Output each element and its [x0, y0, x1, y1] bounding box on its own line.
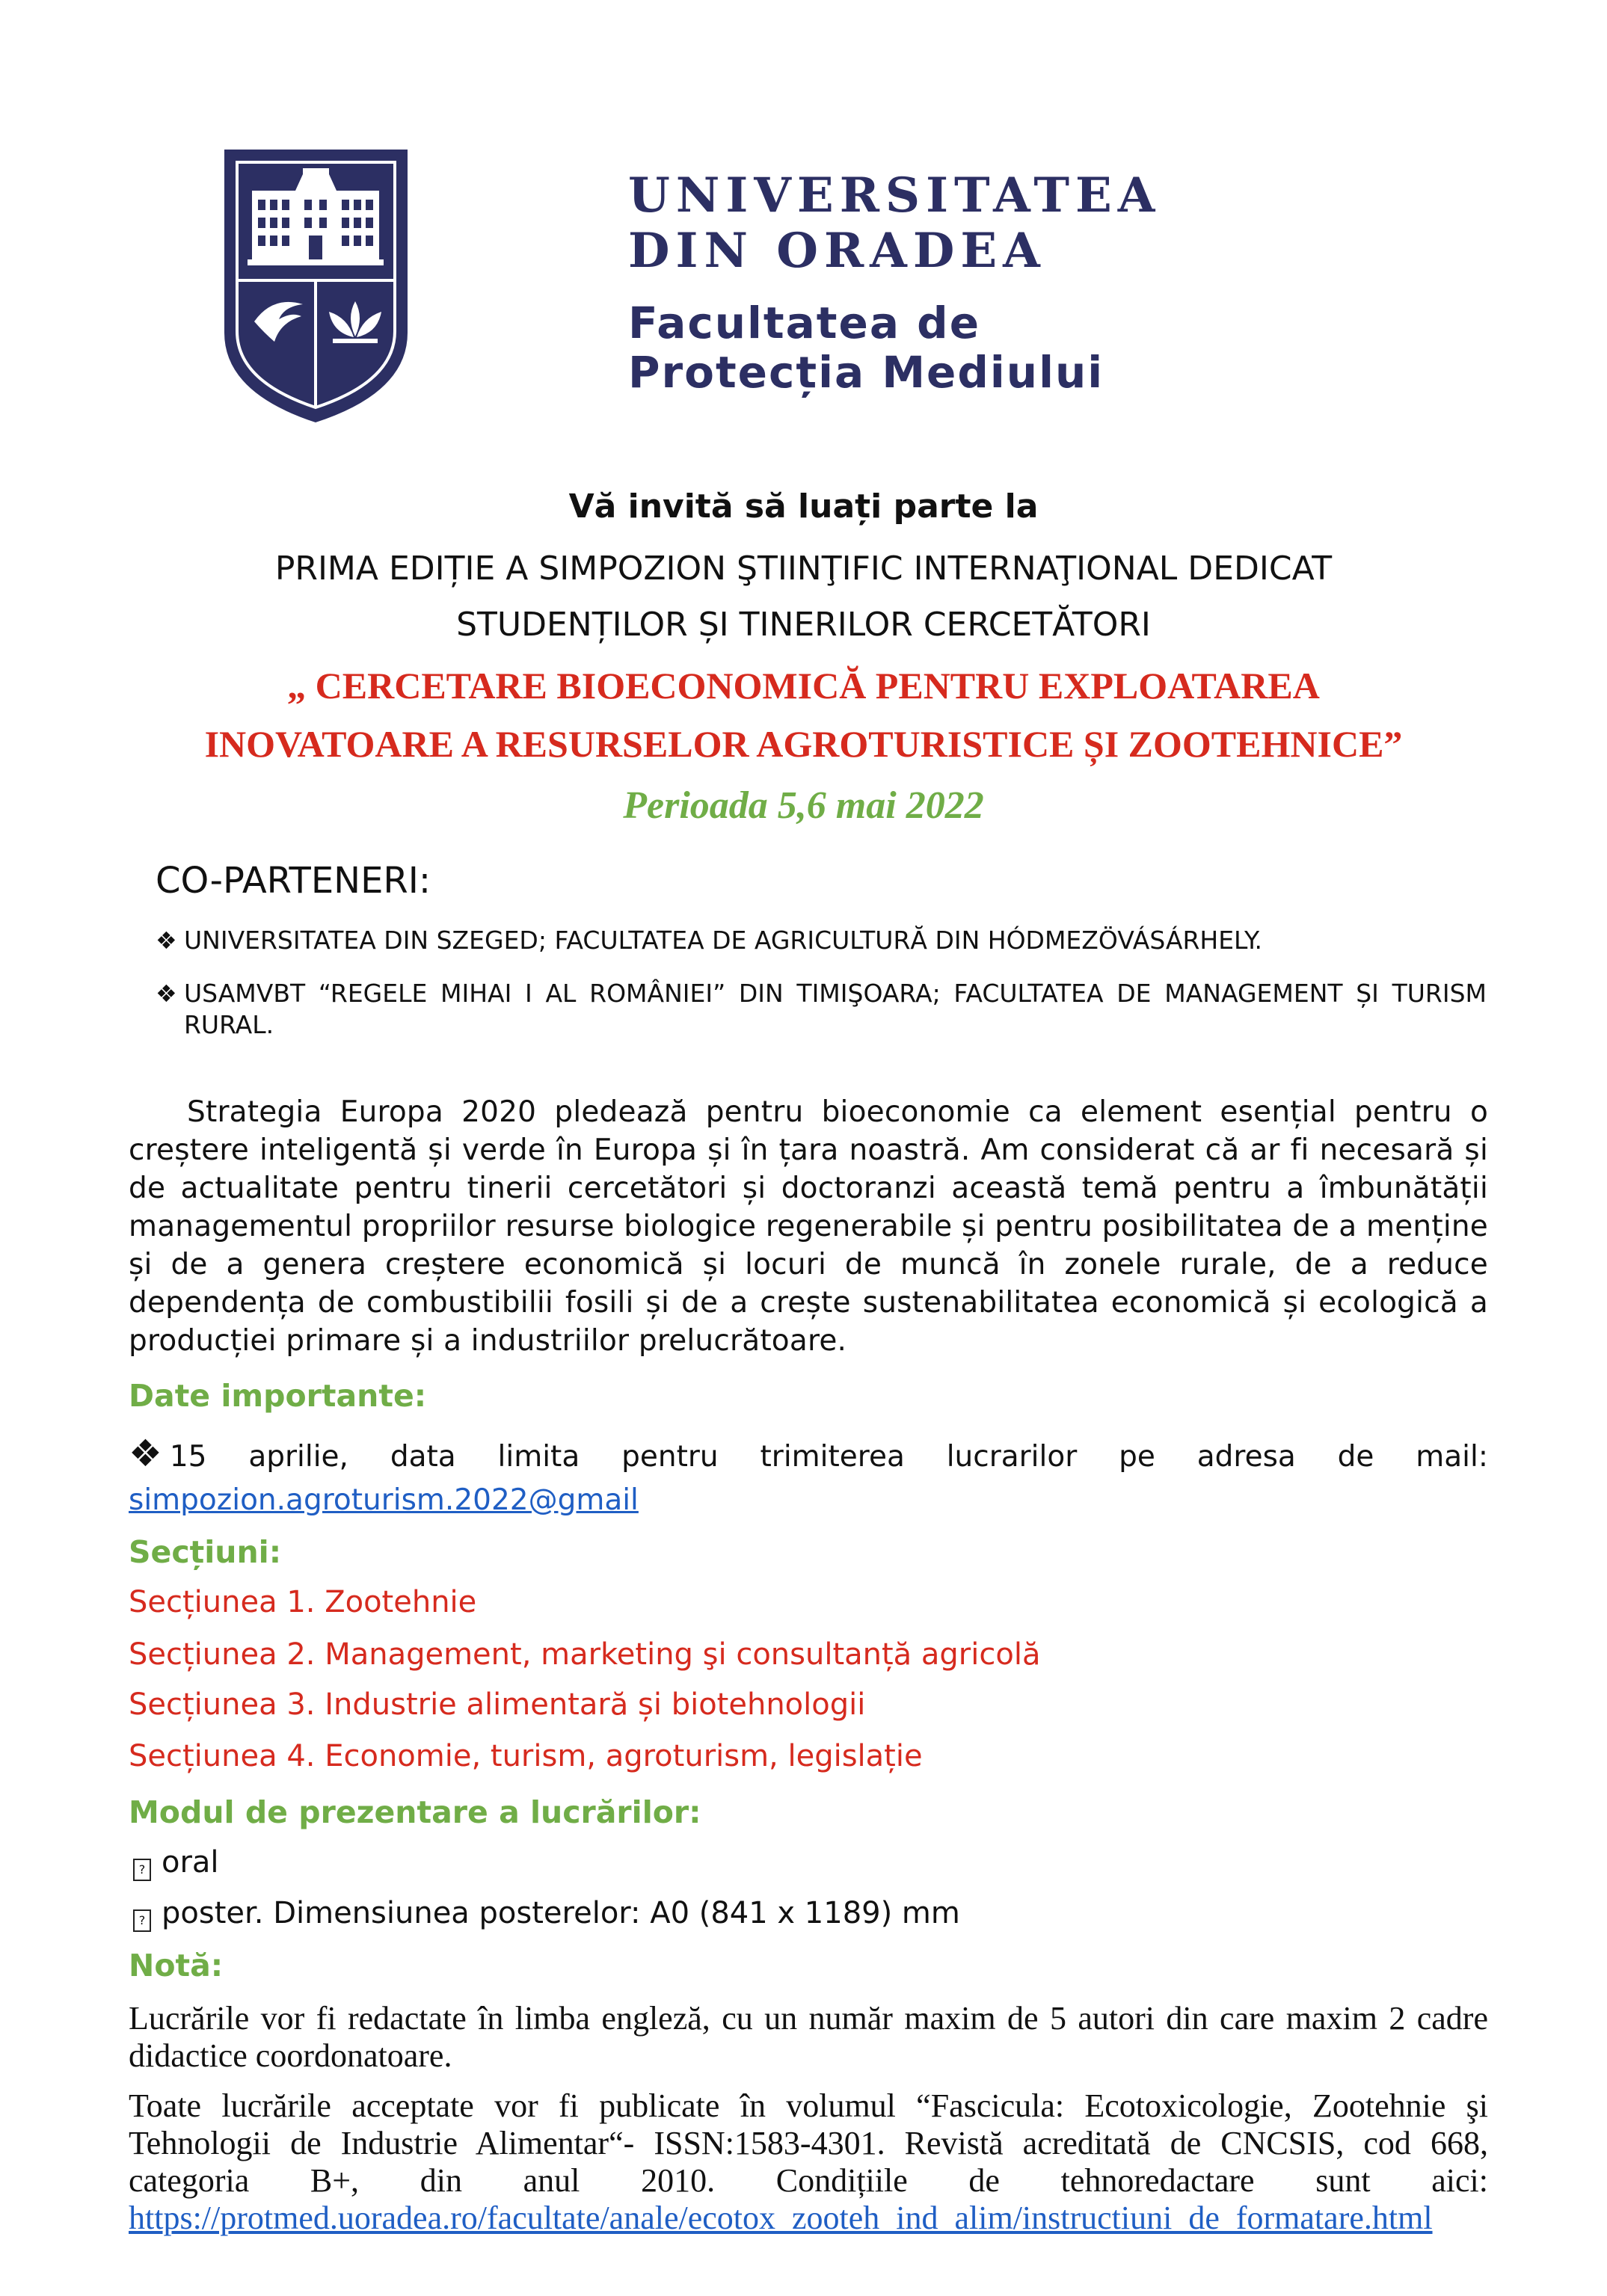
deadline-word: aprilie,: [248, 1440, 348, 1474]
intro-paragraph: [129, 1093, 1488, 1360]
intro-text: Strategia Europa 2020 pledează pentru bioeconomie ca element esențial pentru o creștere inteligentă și verde în Europa și în țara noastră. Am considerat că ar fi necesară și de actualitate pentru tinerii cercetători și doctoranzi această temă pentru a îmbunătății managementul propriilor resurse biologice regenerabile și pentru posibilitatea de a menține și de a genera creștere economică și locuri de muncă în zonele rurale, de a reduce dependența de combustibilii fosili și de a crește sustenabilitatea economică și ecologică a producției primare și a industriilor prelucrătoare.: [129, 1095, 1488, 1358]
presentation-mode-heading: Modul de prezentare a lucrărilor:: [129, 1794, 701, 1830]
deadline-first: [129, 1432, 206, 1479]
submission-email-link[interactable]: simpozion.agroturism.2022@gmail: [129, 1483, 639, 1517]
presentation-option: [133, 1896, 960, 1932]
invitation-line: Vă invită să luați parte la: [568, 487, 1039, 526]
deadline-item: [129, 1432, 1488, 1522]
diamond-bullet-icon: ❖: [129, 1432, 162, 1475]
copartner-text: USAMVBT “REGELE MIHAI I AL ROMÂNIEI” DIN TIMIŞOARA; FACULTATEA DE MANAGEMENT ȘI TURISM RURAL.: [184, 979, 1487, 1039]
formatting-instructions-link[interactable]: https://protmed.uoradea.ro/facultate/anale/ecotox_zooteh_ind_alim/instructiuni_de_formatare.html: [129, 2200, 1433, 2236]
deadline-word: data: [390, 1440, 456, 1474]
presentation-option-label: poster. Dimensiunea posterelor: A0 (841 x 1189) mm: [162, 1896, 960, 1930]
note-heading: Notă:: [129, 1948, 224, 1983]
copartner-item: [156, 925, 1494, 956]
deadline-word: pentru: [621, 1440, 719, 1474]
unknown-glyph-icon: ?: [133, 1909, 151, 1932]
copartner-text: UNIVERSITATEA DIN SZEGED; FACULTATEA DE AGRICULTURĂ DIN HÓDMEZÖVÁSÁRHELY.: [184, 926, 1263, 955]
presentation-option: [133, 1845, 219, 1881]
deadline-line: [129, 1432, 1488, 1479]
logo-university-line2: DIN ORADEA: [628, 223, 1046, 279]
copartners-heading: CO-PARTENERI:: [156, 860, 431, 902]
theme-title-line2: INOVATOARE A RESURSELOR AGROTURISTICE ȘI ZOOTEHNICE”: [204, 723, 1403, 765]
diamond-bullet-icon: ❖: [156, 979, 177, 1008]
symposium-title-line1: PRIMA EDIȚIE A SIMPOZION ŞTIINŢIFIC INTERNAŢIONAL DEDICAT: [274, 550, 1333, 588]
logo-university-line1: UNIVERSITATEA: [628, 167, 1161, 224]
university-logo: [221, 146, 1387, 430]
publication-text: Toate lucrările acceptate vor fi publicate în volumul “Fascicula: Ecotoxicologie, Zootehnie şi Tehnologii de Industrie Alimentar“- ISSN:1583-4301. Revistă acreditată de CNCSIS, cod 668, categoria B+, din anul 2010. Condițiile de tehnoredactare sunt aici:: [129, 2087, 1488, 2199]
deadline-word: adresa: [1196, 1440, 1296, 1474]
presentation-option-label: oral: [162, 1845, 219, 1880]
deadline-word: limita: [497, 1440, 580, 1474]
symposium-title-line2: STUDENȚILOR ȘI TINERILOR CERCETĂTORI: [456, 606, 1151, 644]
logo-text: [628, 168, 1161, 397]
deadline-word: trimiterea: [760, 1440, 905, 1474]
note-paragraph: Lucrările vor fi redactate în limba engleză, cu un număr maxim de 5 autori din care maxim 2 cadre didactice coordonatoare.: [129, 2000, 1488, 2074]
copartner-item: [156, 978, 1487, 1041]
logo-faculty-line2: Protecția Mediului: [628, 347, 1104, 398]
deadline-word: mail:: [1416, 1440, 1488, 1474]
unknown-glyph-icon: ?: [133, 1859, 151, 1881]
diamond-bullet-icon: ❖: [156, 926, 177, 955]
section-item: Secțiunea 1. Zootehnie: [129, 1585, 477, 1619]
publication-paragraph: [129, 2087, 1488, 2237]
event-period: Perioada 5,6 mai 2022: [623, 784, 984, 827]
theme-title-line1: „ CERCETARE BIOECONOMICĂ PENTRU EXPLOATAREA: [287, 665, 1320, 707]
university-shield-emblem: [221, 146, 411, 426]
logo-faculty-line1: Facultatea de: [628, 298, 981, 348]
section-item: Secțiunea 2. Management, marketing şi consultanță agricolă: [129, 1637, 1041, 1672]
sections-heading: Secțiuni:: [129, 1534, 282, 1570]
deadline-word: lucrarilor: [946, 1440, 1078, 1474]
important-dates-heading: Date importante:: [129, 1378, 427, 1414]
section-item: Secțiunea 3. Industrie alimentară și biotehnologii: [129, 1687, 866, 1722]
deadline-word: pe: [1119, 1440, 1155, 1474]
deadline-word: 15: [169, 1440, 207, 1474]
deadline-word: de: [1337, 1440, 1374, 1474]
section-item: Secțiunea 4. Economie, turism, agroturism, legislație: [129, 1739, 923, 1773]
